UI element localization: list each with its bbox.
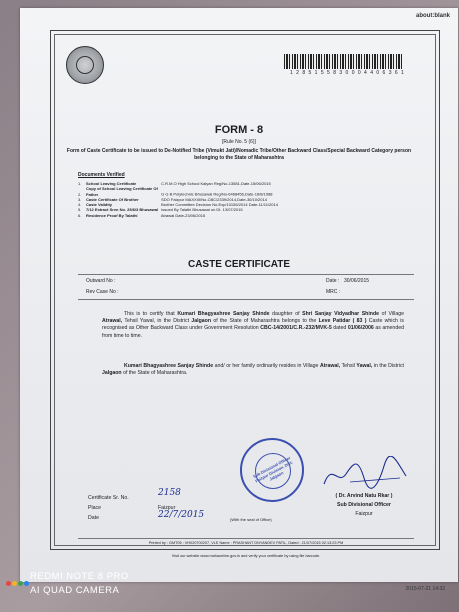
certification-paragraph: This is to certify that Kumari Bhagyashree Sanjay Shinde daughter of Shri Sanjay Vidyadhar Shinde of Village Atrawal, Tehsil Yawal, in the District Jalgaon of the State of Maharashtra belongs to the Leve Patidar ( 83 ) Caste which is recognised as Other Backward Class under Government Resolution CBC-14/2001/C.R.-232/MVK-5 dated 01/06/2006 as amended from time to time.	[102, 311, 404, 339]
list-item: 5. 7/12 Extract Srvn No. 25/6/3 Bhusawal Issued By Talathi Bhusawal on Dt. 13/07/2015	[78, 207, 243, 213]
verify-note: Visit our website www.mahaonline.gov.in and verify your certificate by using file barcode.	[171, 554, 321, 558]
documents-list	[78, 181, 278, 218]
photo-timestamp: 2015-07-21 14:32	[405, 586, 445, 592]
dot-yellow	[12, 581, 17, 586]
outward-no-label: Outward No :	[86, 278, 116, 284]
rev-case-label: Rev Case No :	[86, 289, 119, 295]
documents-heading: Documents Verified	[78, 172, 125, 178]
list-item: 1. School Leaving Certificate C.R.M.O High School Kalyan Reg/No-13581,Date-15/06/2015	[78, 181, 271, 186]
seal-text: Sub Divisional Officer Faizpur Division, Dist. Jalgaon	[252, 455, 294, 484]
camera-tagline: AI QUAD CAMERA	[30, 585, 120, 596]
list-item: 4. Caste Validity Brother Committee Decision No.Exp/10155/2014 Date-11/11/2014	[78, 202, 278, 208]
residence-paragraph: Kumari Bhagyashree Sanjay Shinde and/ or her family ordinarily resides in Village Atrawal, Tehsil Yawal, in the District Jalgaon of the State of Maharashtra.	[102, 363, 404, 377]
caste-certificate-heading: CASTE CERTIFICATE	[187, 259, 291, 270]
divider	[78, 274, 414, 275]
form-title: FORM - 8	[214, 124, 264, 136]
date-label: Date :	[326, 278, 340, 284]
signatory-place: Faizpur	[355, 511, 373, 517]
signature	[320, 456, 410, 490]
seal-note: (With the seal of Office)	[230, 517, 272, 522]
dot-red	[6, 581, 11, 586]
camera-logo-icon	[6, 573, 30, 591]
mrc-label: MRC :	[326, 289, 341, 295]
corner-tag: about:blank	[416, 13, 450, 19]
printed-by: Printed by : GMT05 : VH020700207, VLE Name : PRASHANT DNYANDEV PATIL, Dated : 21/07/2015 02:13:23 PM	[148, 541, 344, 545]
signatory-name: ( Dr. Arvind Natu Rkar )	[335, 493, 393, 499]
camera-model: REDMI NOTE 8 PRO	[30, 571, 129, 582]
list-item: 6. Residence Proof By Talathi Atrawal Date-23/06/2015	[78, 212, 206, 218]
office-seal	[240, 438, 304, 502]
date-value: 30/06/2015	[344, 278, 370, 284]
certificate-paper	[20, 8, 458, 582]
form-rule: [Rule No. 5 (6)]	[222, 139, 256, 145]
list-item: 2.Copy of School Leaving Certificate Of Father G G B Polytechnic Bhusawal Reg/No-6468456,Date-16/8/1988	[78, 186, 273, 197]
signatory-designation: Sub Divisional Officer	[337, 502, 391, 508]
place-value: Faizpur	[158, 505, 176, 511]
certificate-no-value: 2158	[158, 488, 181, 498]
list-item: 3. Caste Certificate Of Brother SDO Faizpur MAXXIII/No-CBC/2339/2014,Date-30/10/2014	[78, 196, 267, 202]
barcode	[284, 54, 402, 69]
dot-green	[18, 581, 23, 586]
bottom-date-label: Date	[88, 515, 99, 521]
dot-blue	[24, 581, 29, 586]
form-subtitle: Form of Caste Certificate to be issued to De-Notified Tribe (Vimukt Jati)/Nomadic Tribe/Other Backward Class/Special Backward Category person belonging to the State of Maharashtra	[66, 148, 412, 161]
place-label: Place	[88, 505, 101, 511]
government-emblem-icon	[66, 46, 104, 84]
bottom-date-value: 22/7/2015	[158, 510, 205, 520]
certificate-no-label: Certificate Sr. No.	[88, 495, 129, 501]
barcode-number: 1 2 8 5 1 5 5 8 3 0 0 0 4 4 0 6 3 6 1	[290, 70, 405, 76]
divider	[78, 538, 414, 539]
divider	[78, 299, 414, 300]
